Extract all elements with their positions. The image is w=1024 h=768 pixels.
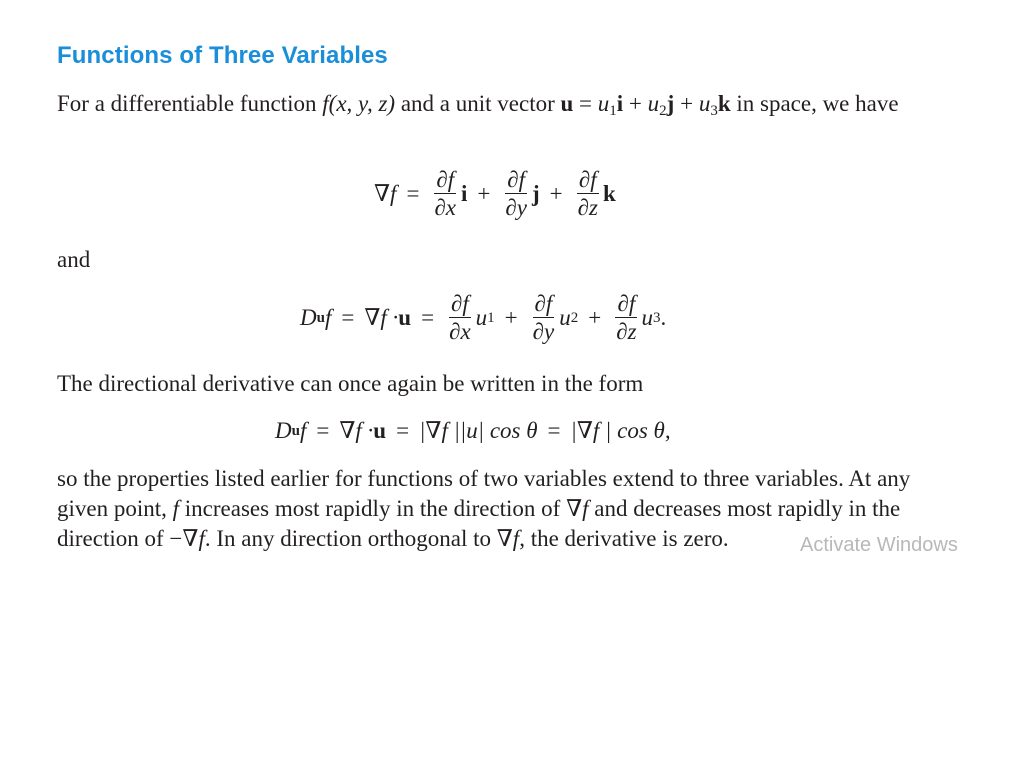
fraction-df-dx: $\frac{\partial f}{\partial x}$ [434,167,457,220]
fraction-df-dx: $\frac{\partial f}{\partial x}$ [449,291,471,344]
intro-paragraph: For a differentiable function f(x, y, z) and a unit vector $u = u_1i + u_2j + u_3k$ in space, we have [57,91,899,119]
activate-windows-watermark: Activate Windows [800,534,958,556]
directional-derivative-equation: D u f = ∇f · u = $\frac{\partial f}{\partial x}$ u 1 + $\frac{\partial f}{\partial y}$ u 2 + $\frac{\partial f}{\partial z}$ u 3 . [300,291,667,344]
fraction-df-dz: $\frac{\partial f}{\partial z}$ [577,167,598,220]
gradient-equation: ∇f = $\frac{\partial f}{\partial x}$ i + $\frac{\partial f}{\partial y}$ j + $\frac{\partial f}{\partial z}$ k [374,167,616,220]
directional-derivative-form-equation: D u f = ∇f · u = |∇f ||u| cos θ = |∇f | cos θ, [275,418,671,443]
conclusion-paragraph: so the properties listed earlier for functions of two variables extend to three variables. At any given point, f increases most rapidly in the direction of ∇f and decreases most rapidly in the direction of −∇f. In any direction orthogonal to ∇f, the derivative is zero. [57,466,911,551]
form-intro-text: The directional derivative can once again be written in the form [57,371,644,396]
fraction-df-dy: $\frac{\partial f}{\partial y}$ [532,291,555,344]
fraction-df-dz: $\frac{\partial f}{\partial z}$ [616,291,637,344]
section-title: Functions of Three Variables [57,42,388,69]
fraction-df-dy: $\frac{\partial f}{\partial y}$ [505,167,527,220]
and-text: and [57,247,91,272]
